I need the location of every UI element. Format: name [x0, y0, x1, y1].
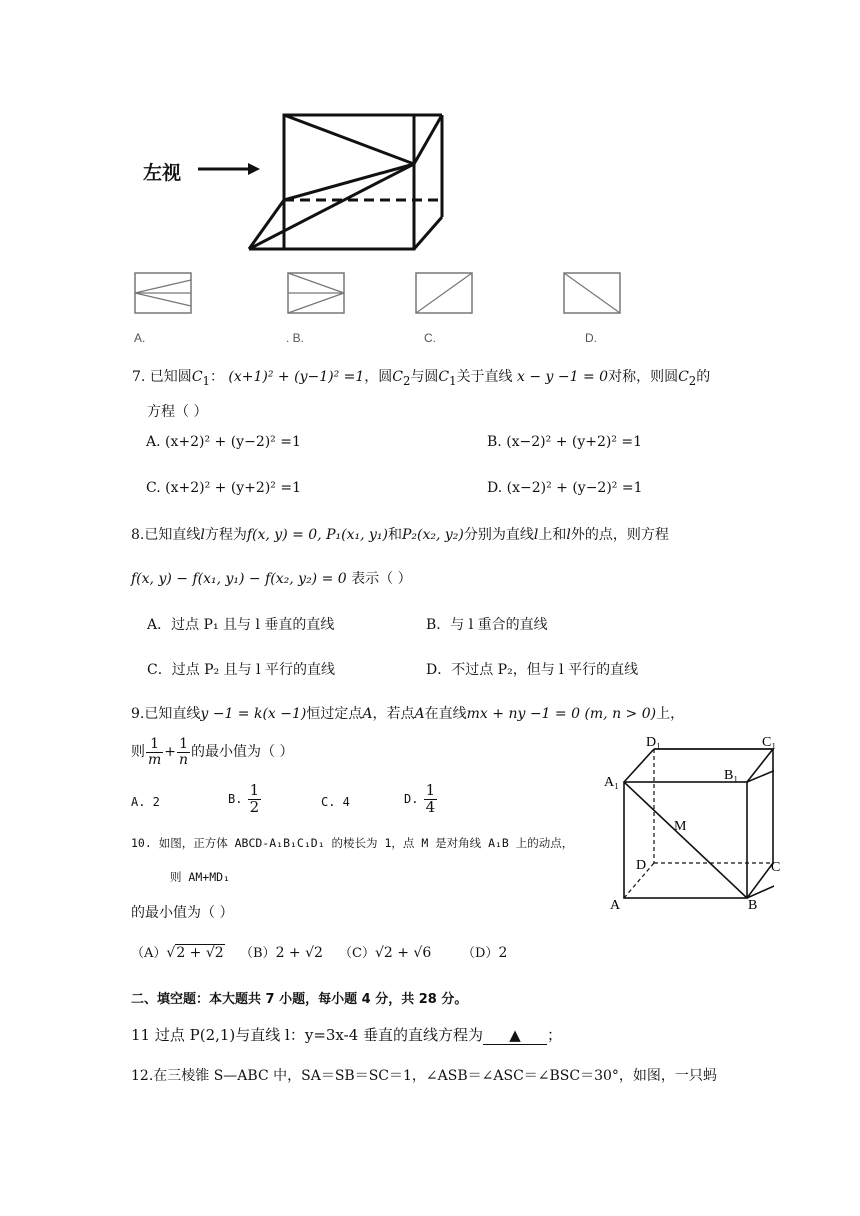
q7-option-b[interactable]: B. (x−2)² + (y+2)² =1 — [487, 434, 643, 450]
q6-option-b-label: . B. — [286, 331, 305, 345]
q11-stem: 11 过点 P(2,1)与直线 l：y=3x-4 垂直的直线方程为 ▲ ； — [131, 1026, 563, 1044]
cube-label-b: B — [748, 898, 758, 912]
q12-stem: 12.在三棱锥 S—ABC 中，SA＝SB＝SC＝1，∠ASB＝∠ASC＝∠BSC＝30°，如图，一只蚂 — [131, 1068, 717, 1084]
diagonal-a1b — [624, 782, 747, 898]
cube-label-c1: C₁ — [762, 735, 777, 750]
q6-option-c-label: C. — [424, 331, 436, 345]
q10-option-d[interactable]: （D）2 — [462, 945, 508, 961]
q10-option-a[interactable]: （A）√2 + √2 — [131, 945, 224, 961]
q9-stem-line1: 9.已知直线y −1 = k(x −1)恒过定点A，若点A在直线mx + ny −1 = 0 (m, n > 0)上， — [131, 706, 685, 722]
q7-option-c[interactable]: C. (x+2)² + (y+2)² =1 — [146, 480, 301, 496]
q6-option-c-figure — [415, 272, 475, 316]
cube-label-d1: D₁ — [646, 735, 661, 750]
q9-option-d[interactable]: D. $\frac{1}{4}$ — [404, 781, 436, 816]
cube-figure — [600, 732, 790, 912]
q6-solid-figure — [190, 100, 460, 260]
q9-option-a[interactable]: A. 2 — [131, 795, 160, 809]
q9-stem-line2: 则 $\frac{1}{m}$ + $\frac{1}{n}$ 的最小值为（ ） — [131, 736, 294, 768]
section-2-heading: 二、填空题：本大题共 7 小题，每小题 4 分，共 28 分。 — [131, 992, 468, 1007]
q8-option-c[interactable]: C．过点 P₂ 且与 l 平行的直线 — [147, 662, 336, 678]
q10-stem-line1: 10. 如图，正方体 ABCD-A₁B₁C₁D₁ 的棱长为 1，点 M 是对角线 A₁B 上的动点， — [131, 836, 574, 850]
cube-label-a: A — [610, 898, 621, 912]
cube-label-b1: B₁ — [724, 768, 739, 783]
q8-option-b[interactable]: B．与 l 重合的直线 — [426, 617, 548, 633]
q8-option-d[interactable]: D．不过点 P₂，但与 l 平行的直线 — [426, 662, 639, 678]
q10-option-c[interactable]: （C）√2 + √6 — [339, 945, 432, 961]
cube-label-a1: A₁ — [604, 775, 619, 790]
cube-label-d: D — [636, 858, 647, 873]
q11-answer-blank[interactable]: ▲ — [483, 1026, 547, 1045]
cube-label-m: M — [674, 819, 687, 834]
q6-option-b-figure — [287, 272, 347, 316]
q8-option-a[interactable]: A．过点 P₁ 且与 l 垂直的直线 — [147, 617, 335, 633]
q10-stem-line3: 的最小值为（ ） — [131, 905, 234, 921]
left-view-label: 左视 — [143, 162, 182, 184]
q10-stem-line2: 则 AM+MD₁ — [170, 870, 230, 884]
q7-option-a[interactable]: A. (x+2)² + (y−2)² =1 — [146, 434, 301, 450]
q6-option-a-label: A. — [134, 331, 146, 345]
q9-option-b[interactable]: B. $\frac{1}{2}$ — [228, 781, 260, 816]
q10-option-b[interactable]: （B）2 + √2 — [240, 945, 323, 961]
q6-option-d-figure — [563, 272, 623, 316]
q7-option-d[interactable]: D. (x−2)² + (y−2)² =1 — [487, 480, 643, 496]
q6-option-d-label: D. — [585, 331, 597, 345]
q6-option-a-figure — [134, 272, 194, 316]
q9-option-c[interactable]: C. 4 — [321, 795, 350, 809]
q8-stem-line2: f(x, y) − f(x₁, y₁) − f(x₂, y₂) = 0 表示（ ） — [131, 571, 412, 587]
q7-stem: 7. 已知圆$C_1$： (x+1)² + (y−1)² =1，圆$C_2$与圆$C_1$关于直线 x − y −1 = 0对称，则圆$C_2$的 — [132, 369, 711, 388]
q8-stem-line1: 8.已知直线l方程为f(x, y) = 0, P₁(x₁, y₁)和P₂(x₂, y₂)分别为直线l上和l外的点，则方程 — [131, 527, 669, 543]
cube-label-c: C — [771, 860, 781, 875]
view-arrow-head — [248, 163, 260, 175]
q7-stem-line2: 方程（ ） — [147, 404, 208, 420]
